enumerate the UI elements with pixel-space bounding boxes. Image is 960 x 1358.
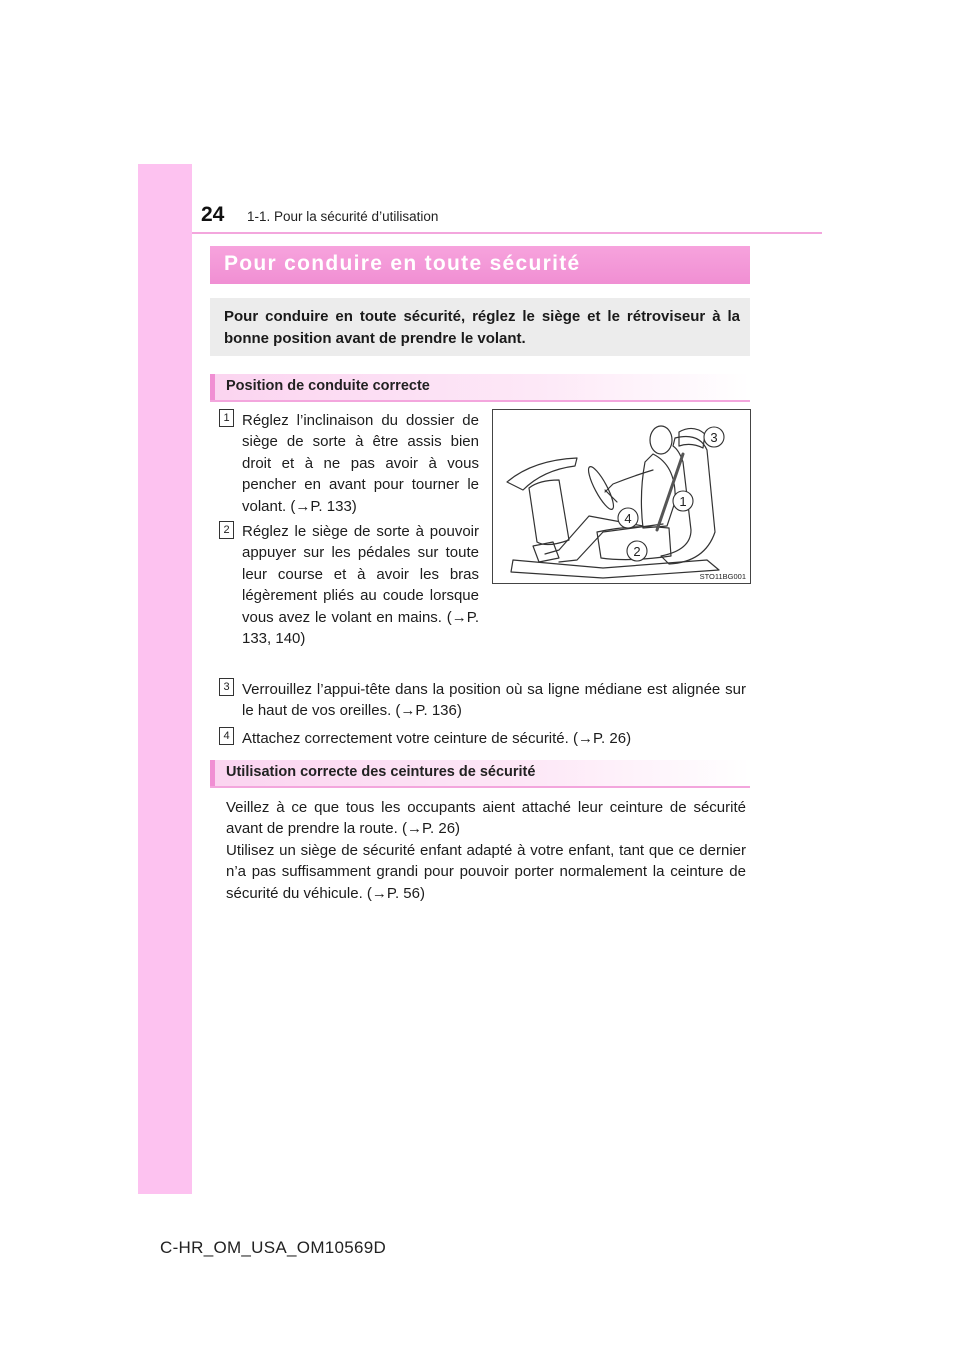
section-path: 1-1. Pour la sécurité d’utilisation (247, 209, 439, 224)
driver-arm (605, 470, 653, 492)
item-text-2: Réglez le siège de sorte à pouvoir appuyer sur les pédales sur toute leur course et à avoir les bras légèrement pliés au coude lorsque vous avez le volant en mains. (→P. 133, 140) (242, 523, 479, 648)
callout-4-label: 4 (624, 511, 632, 526)
callout-3-label: 3 (710, 430, 718, 445)
item-text-3: Verrouillez l’appui-tête dans la position où sa ligne médiane est alignée sur le haut de vos oreilles. (→P. 136) (242, 681, 746, 720)
section-heading-driving-position (210, 374, 750, 402)
page-title-bar (210, 246, 750, 284)
driving-position-illustration (492, 409, 751, 584)
page-number: 24 (201, 203, 225, 226)
steering-column (605, 490, 617, 502)
dashboard-line (507, 458, 577, 490)
driver-seat-drawing (493, 410, 750, 583)
side-tab-band (138, 164, 192, 1194)
callout-2-label: 2 (633, 544, 641, 559)
document-code: C-HR_OM_USA_OM10569D (160, 1238, 387, 1257)
callout-1-label: 1 (679, 494, 687, 509)
floor-rails (511, 560, 719, 578)
item-number-1: 1 (219, 409, 234, 427)
intro-text: Pour conduire en toute sécurité, réglez le siège et le rétroviseur à la bonne position avant de prendre le volant. (224, 308, 740, 347)
figure-code: STO11BG001 (699, 572, 746, 581)
intro-box (210, 298, 750, 356)
section-heading-text: Position de conduite correcte (226, 378, 430, 394)
item-number-4: 4 (219, 727, 234, 745)
item-number-2: 2 (219, 521, 234, 539)
seat-belt-paragraph-1: Veillez à ce que tous les occupants aient attaché leur ceinture de sécurité avant de prendre la route. (→P. 26) (226, 799, 746, 838)
item-text-4: Attachez correctement votre ceinture de sécurité. (→P. 26) (242, 730, 632, 747)
page-title: Pour conduire en toute sécurité (224, 252, 581, 275)
item-number-3: 3 (219, 678, 234, 696)
section-heading-text: Utilisation correcte des ceintures de sécurité (226, 764, 536, 780)
item-text-1: Réglez l’inclinaison du dossier de siège de sorte à être assis bien droit et à ne pas avoir à vous pencher en avant pour tourner le volant. (→P. 133) (242, 412, 479, 515)
driver-head (650, 426, 672, 454)
header-rule (192, 232, 822, 234)
section-heading-seat-belts (210, 760, 750, 788)
headrest (679, 428, 705, 448)
steering-wheel (584, 464, 617, 512)
seat-belt-paragraph-2: Utilisez un siège de sécurité enfant adapté à votre enfant, tant que ce dernier n’a pas suffisamment grandi pour pouvoir porter normalement la ceinture de sécurité du véhicule. (→P. 56) (226, 842, 746, 902)
dashboard-console (529, 480, 569, 545)
